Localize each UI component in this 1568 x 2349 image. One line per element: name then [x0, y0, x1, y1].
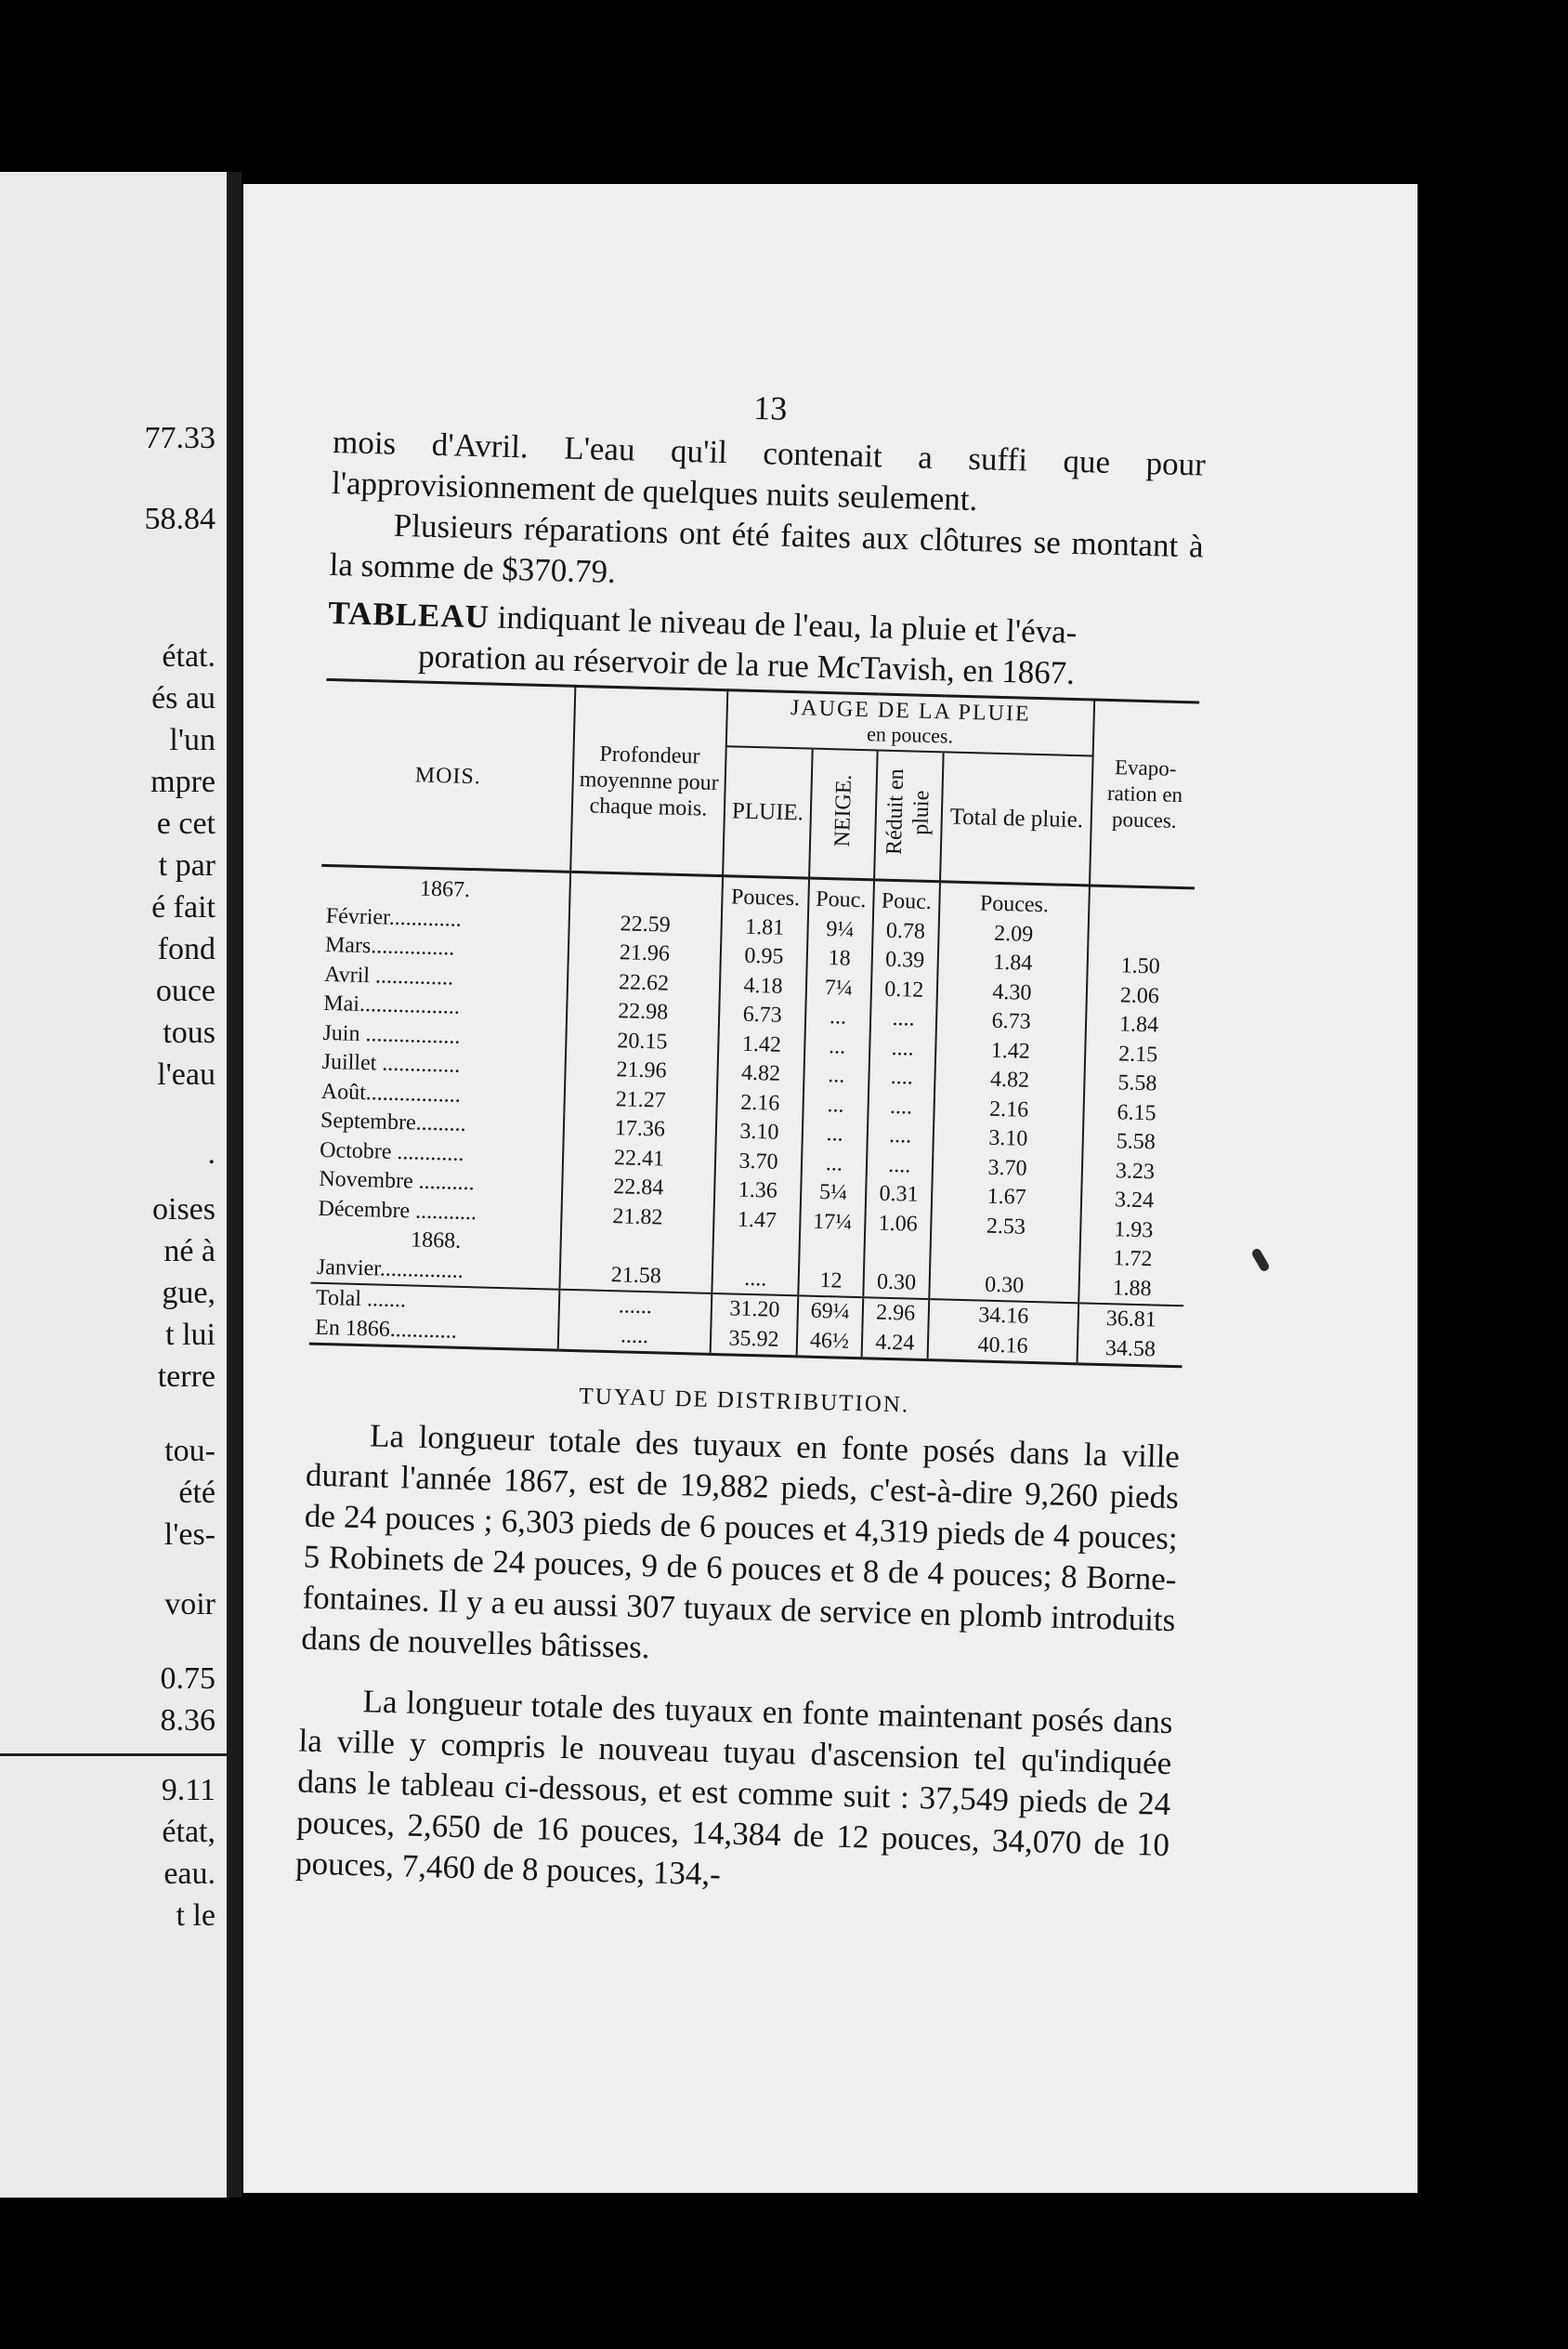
row-month: Avril ..............: [323, 962, 454, 991]
row-month: Novembre ..........: [319, 1166, 475, 1196]
row-neige: 18: [806, 944, 871, 975]
total-neige: 69¼: [798, 1295, 863, 1327]
pluie-1866: 35.92: [711, 1323, 798, 1356]
row-month: Septembre.........: [320, 1108, 466, 1136]
row-total: 3.10: [934, 1122, 1084, 1156]
header-neige: [809, 749, 877, 880]
left-fragment: .: [207, 1136, 216, 1171]
total-label: Tolal .......: [315, 1285, 407, 1313]
row-month: Août.................: [320, 1079, 462, 1108]
row-month: Mars...............: [324, 932, 455, 961]
left-fragment: e cet: [156, 807, 216, 841]
year-1867: 1867.: [419, 876, 471, 903]
row-evap: 1.50: [1087, 951, 1193, 982]
row-neige: 9¼: [807, 914, 872, 945]
left-fragment: oises: [152, 1192, 216, 1227]
row-pluie: 4.82: [717, 1058, 804, 1090]
left-fragment: t par: [158, 848, 216, 883]
header-mois: MOIS.: [414, 762, 482, 789]
row-reduit: ....: [869, 1062, 935, 1093]
row-evap: 1.88: [1078, 1273, 1184, 1306]
row-month: Juin .................: [322, 1020, 461, 1049]
row-reduit: 1.06: [865, 1209, 932, 1240]
left-fragment: l'es-: [163, 1517, 216, 1552]
reduit-1866: 4.24: [861, 1328, 928, 1360]
row-neige: 12: [798, 1266, 863, 1297]
header-reduit-text: Réduit en pluie: [882, 768, 934, 856]
row-total: 2.09: [938, 918, 1089, 951]
empty-cell: [560, 1230, 713, 1264]
total-pluie: 31.20: [711, 1293, 798, 1326]
row-prof: 21.58: [559, 1259, 712, 1293]
left-fragment: 9.11: [161, 1773, 216, 1807]
row-prof: 22.98: [567, 996, 720, 1030]
row-pluie: ....: [712, 1263, 799, 1295]
row-pluie: 4.18: [720, 971, 807, 1003]
row-reduit: 0.31: [865, 1179, 932, 1210]
left-rule: [0, 1753, 227, 1756]
row-prof: 22.62: [568, 966, 721, 1000]
section-title: TUYAU DE DISTRIBUTION.: [579, 1384, 910, 1418]
row-evap: 6.15: [1083, 1097, 1189, 1129]
row-neige: 17¼: [800, 1207, 865, 1238]
row-month: Mai..................: [323, 991, 461, 1019]
left-fragment: l'eau: [157, 1057, 216, 1092]
row-prof: 22.59: [568, 908, 722, 941]
header-jauge-sub: en pouces.: [866, 722, 954, 748]
total-reduit: 2.96: [862, 1297, 929, 1329]
row-neige: ...: [804, 1060, 869, 1091]
row-neige: ...: [803, 1119, 868, 1149]
header-jauge-title: JAUGE DE LA PLUIE: [790, 695, 1031, 727]
row-evap: 2.15: [1085, 1039, 1191, 1070]
row-pluie: 3.70: [715, 1147, 803, 1178]
caption-lead: TABLEAU: [327, 594, 490, 636]
total-evap: 36.81: [1078, 1303, 1183, 1335]
left-fragment: 0.75: [160, 1661, 216, 1696]
row-neige: 7¼: [806, 973, 871, 1004]
left-fragment: fond: [157, 932, 216, 966]
row-total: 3.70: [933, 1152, 1083, 1186]
year-1868: 1868.: [410, 1227, 462, 1253]
row-evap-1868: 1.72: [1079, 1243, 1185, 1275]
left-fragment: gue,: [162, 1276, 216, 1310]
row-month: Octobre ............: [319, 1137, 464, 1166]
left-fragment: és au: [151, 681, 216, 715]
row-pluie: 1.36: [714, 1175, 802, 1207]
left-fragment: 8.36: [160, 1703, 216, 1738]
header-jauge: [726, 690, 1094, 756]
left-fragment: ouce: [155, 974, 216, 1008]
row-evap: 3.24: [1081, 1185, 1187, 1216]
main-page: [243, 184, 1418, 2193]
row-pluie: 6.73: [719, 1000, 806, 1031]
left-fragment: 58.84: [144, 502, 216, 536]
left-fragment: tous: [163, 1016, 216, 1050]
row-evap: 1.84: [1086, 1009, 1192, 1041]
row-pluie: 3.10: [715, 1117, 803, 1148]
header-profondeur: Profondeur moyennne pour chaque mois.: [570, 686, 727, 875]
unit-pluie: Pouces.: [722, 876, 809, 914]
caption-line-1: indiquant le niveau de l'eau, la pluie et l'éva-: [497, 598, 1078, 651]
left-fragment: l'un: [169, 723, 216, 757]
row-prof: 17.36: [564, 1113, 717, 1147]
row-neige: 5¼: [801, 1177, 866, 1208]
caption-line-2: poration au réservoir de la rue McTavish, en 1867.: [417, 637, 1076, 691]
row-prof: 21.96: [565, 1055, 718, 1088]
row-total: 4.30: [937, 977, 1088, 1010]
row-pluie: 1.42: [718, 1030, 805, 1061]
row-prof: 22.41: [563, 1142, 716, 1175]
header-total: Total de pluie.: [940, 752, 1092, 886]
row-neige: ...: [803, 1090, 868, 1121]
row-neige: ...: [804, 1031, 869, 1062]
row-month: Février.............: [325, 903, 463, 932]
left-fragment: t le: [176, 1898, 216, 1933]
row-total: 6.73: [936, 1005, 1087, 1039]
header-evaporation: Evapo- ration en pouces.: [1090, 700, 1199, 888]
left-fragment: t lui: [165, 1318, 216, 1352]
left-fragment: é fait: [151, 890, 216, 925]
total-1866: 40.16: [928, 1330, 1078, 1364]
left-fragment: eau.: [163, 1857, 216, 1891]
empty-cell: [569, 872, 723, 912]
label-1866: En 1866............: [309, 1313, 559, 1350]
row-reduit: ....: [866, 1150, 933, 1181]
row-month: Juillet ..............: [321, 1049, 461, 1078]
row-reduit: ....: [867, 1121, 934, 1151]
row-prof: 21.82: [561, 1201, 714, 1234]
header-pluie: PLUIE.: [723, 746, 813, 878]
row-reduit: ....: [869, 1033, 935, 1064]
row-total: 0.30: [929, 1269, 1079, 1304]
total-total: 34.16: [929, 1299, 1079, 1333]
paragraph-4: La longueur totale des tuyaux en fonte maintenant posés dans la ville y compris le nouveau tuyau d'ascension tel qu'indiquée dans le tableau ci-dessous, et est comme suit : 37,549 pieds de 24 pouces, 2,650 de 16 pouces, 14,384 de 12 pouces, 34,070 de 10 pouces, 7,460 de 8 pouces, 134,-: [294, 1683, 1173, 1893]
row-reduit: 0.78: [872, 916, 939, 947]
row-evap: 1.93: [1080, 1214, 1186, 1246]
row-evap: [1088, 922, 1194, 953]
row-neige: ...: [802, 1148, 867, 1179]
left-fragment: terre: [157, 1359, 216, 1394]
row-prof: 20.15: [566, 1025, 719, 1058]
row-total: 1.84: [937, 947, 1088, 980]
row-pluie: 1.47: [713, 1205, 801, 1237]
unit-total: Pouces.: [939, 882, 1090, 922]
reservoir-table: [309, 678, 1199, 1368]
row-total: 1.67: [932, 1181, 1082, 1214]
row-month: Décembre ...........: [318, 1196, 477, 1225]
row-reduit: 0.39: [871, 945, 938, 976]
row-reduit: ....: [868, 1092, 934, 1122]
row-reduit: 0.30: [863, 1267, 930, 1299]
paragraph-3: La longueur totale des tuyaux en fonte posés dans la ville durant l'année 1867, est de 19,882 pieds, c'est-à-dire 9,260 pieds de 24 pouces ; 6,303 pieds de 6 pouces et 4,319 pieds de 4 pouces; 5 Robinets de 24 pouces, 9 de 6 pouces et 8 de 4 pouces; 8 Borne-fontaines. Il y a eu aussi 307 tuyaux de service en plomb introduits dans de nouvelles bâtisses.: [300, 1417, 1181, 1666]
header-reduit: [874, 750, 944, 881]
page-content: [295, 377, 1208, 1907]
row-evap: 3.23: [1082, 1156, 1188, 1188]
row-prof: 22.84: [562, 1172, 715, 1205]
row-neige: ...: [805, 1003, 870, 1033]
paragraph-2: Plusieurs réparations ont été faites aux clôtures se montant à la somme de $370.79.: [329, 506, 1205, 590]
row-total: 1.42: [935, 1035, 1086, 1069]
left-fragment: mpre: [150, 765, 216, 799]
row-evap: 5.58: [1084, 1068, 1190, 1099]
page-number: 13: [752, 388, 788, 427]
unit-reduit: Pouc.: [873, 880, 941, 918]
total-prof: ......: [559, 1290, 712, 1324]
prof-1866: .....: [558, 1319, 712, 1354]
evap-1866: 34.58: [1077, 1333, 1183, 1367]
row-prof: 21.27: [564, 1083, 717, 1117]
left-fragment: tou-: [164, 1434, 216, 1468]
left-fragment: né à: [163, 1234, 216, 1268]
row-evap: 5.58: [1082, 1126, 1188, 1158]
paragraph-1: mois d'Avril. L'eau qu'il contenait a suffi que pour l'approvisionnement de quelques nuits seulement.: [331, 423, 1207, 518]
row-reduit: 0.12: [870, 975, 937, 1005]
row-total: 2.53: [931, 1211, 1081, 1244]
empty-cell: [930, 1240, 1080, 1273]
left-fragment: voir: [164, 1587, 216, 1621]
row-prof: 21.96: [568, 938, 721, 971]
left-facing-page: [0, 172, 227, 2198]
ink-smudge: [1250, 1247, 1271, 1273]
left-fragment: état,: [162, 1815, 216, 1849]
book-gutter: [227, 172, 242, 2198]
empty-cell: [712, 1234, 800, 1266]
left-fragment: été: [178, 1476, 216, 1510]
row-pluie: 1.81: [721, 912, 808, 944]
unit-neige: Pouc.: [808, 878, 873, 916]
row-pluie: 2.16: [716, 1088, 804, 1120]
left-fragment: état.: [162, 639, 216, 674]
row-total: 2.16: [934, 1094, 1084, 1127]
left-fragment: 77.33: [144, 421, 216, 455]
header-neige-text: NEIGE.: [830, 774, 856, 847]
row-pluie: 0.95: [720, 941, 807, 973]
row-month-janvier: Janvier...............: [310, 1253, 560, 1290]
empty-cell: [864, 1238, 931, 1268]
empty-cell: [799, 1236, 864, 1266]
row-reduit: ....: [869, 1004, 936, 1034]
row-evap: 2.06: [1086, 980, 1192, 1012]
row-total: 4.82: [934, 1064, 1085, 1097]
neige-1866: 46½: [797, 1326, 862, 1358]
empty-cell: [1089, 886, 1195, 925]
